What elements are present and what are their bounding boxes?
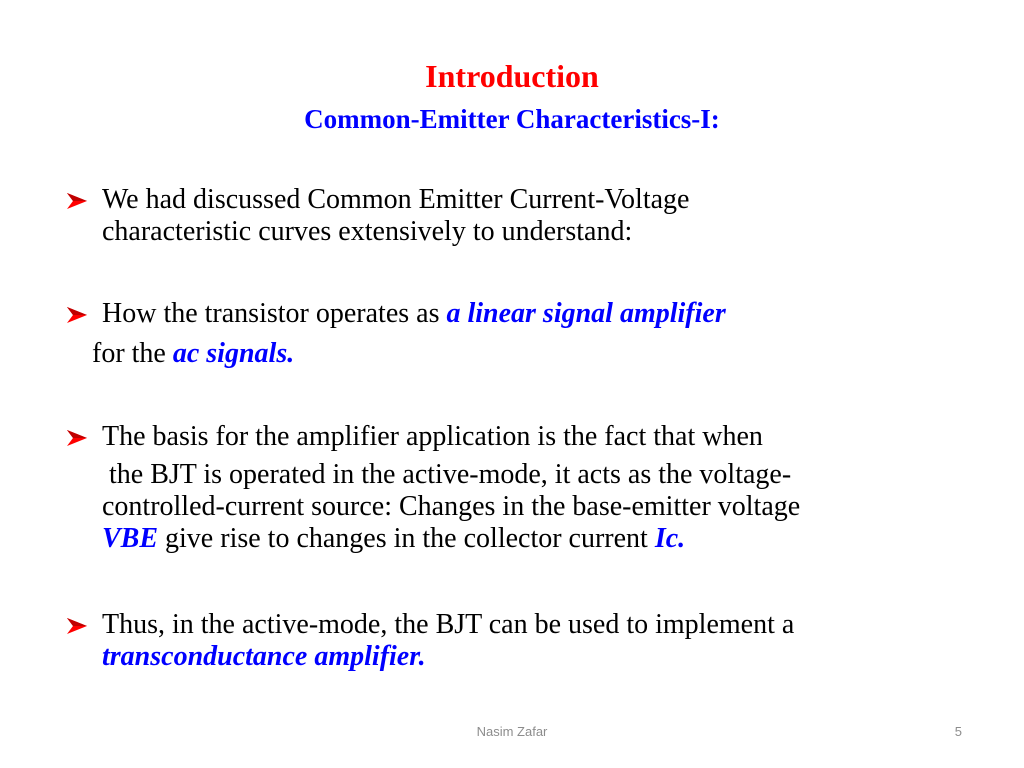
bullet-4-line-1: Thus, in the active-mode, the BJT can be used to implement a xyxy=(102,609,795,640)
bullet-2-text: How the transistor operates as xyxy=(102,298,447,329)
bullet-3-line-3: controlled-current source: Changes in the base-emitter voltage xyxy=(102,491,801,522)
bullet-2-text-2: for the xyxy=(92,338,173,369)
bullet-text-2 xyxy=(92,298,972,370)
bullet-2-line-1 xyxy=(102,298,972,330)
bullet-2-line-2 xyxy=(92,338,972,370)
ic-highlight: Ic. xyxy=(654,523,686,554)
page-number: 5 xyxy=(954,724,962,739)
footer-author: Nasim Zafar xyxy=(476,724,548,739)
bullet-4-line-2 xyxy=(102,641,972,673)
slide-title: Introduction xyxy=(425,58,599,94)
bullet-3-line-2: the BJT is operated in the active-mode, it acts as the voltage- xyxy=(102,459,792,490)
bullet-1-line-1: We had discussed Common Emitter Current-Voltage xyxy=(102,184,690,215)
bullet-3-line-4-text: give rise to changes in the collector current xyxy=(158,523,655,554)
vbe-highlight: VBE xyxy=(102,523,159,554)
arrowhead-bullet-icon xyxy=(66,306,88,324)
bullet-3-line-1: The basis for the amplifier application is the fact that when xyxy=(102,421,763,452)
bullet-1-line-2: characteristic curves extensively to understand: xyxy=(102,216,633,247)
ac-signals-highlight: ac signals. xyxy=(172,338,295,369)
slide-subtitle: Common-Emitter Characteristics-I: xyxy=(304,104,720,134)
transconductance-amplifier-highlight: transconductance amplifier. xyxy=(102,641,426,672)
arrowhead-bullet-icon xyxy=(66,429,88,447)
bullet-3-line-4 xyxy=(102,523,972,555)
bullet-text-1 xyxy=(102,184,972,248)
bullet-text-3 xyxy=(102,421,972,555)
arrowhead-bullet-icon xyxy=(66,617,88,635)
bullet-text-4 xyxy=(102,609,972,673)
linear-amplifier-highlight: a linear signal amplifier xyxy=(446,298,726,329)
arrowhead-bullet-icon xyxy=(66,192,88,210)
